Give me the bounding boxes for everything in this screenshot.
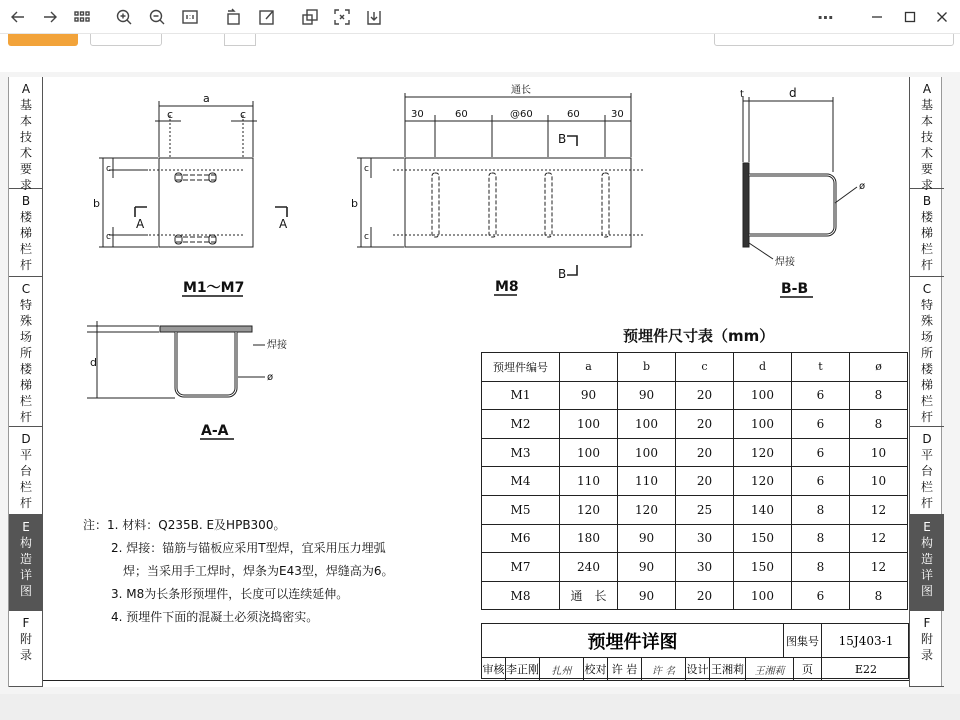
- chapter-tab-letter: E: [923, 520, 931, 534]
- chapter-tab-char: 求: [19, 178, 32, 192]
- strip-field-small[interactable]: [224, 34, 256, 46]
- chapter-tab-c[interactable]: [910, 277, 944, 427]
- table-row: [482, 410, 908, 439]
- dim-a-label: a: [203, 92, 210, 105]
- chapter-tab-char: 栏: [920, 480, 933, 494]
- chapter-tab-char: 梯: [920, 226, 933, 240]
- dim-tongchang-label: 通长: [511, 85, 531, 96]
- table-cell: 120: [734, 438, 792, 467]
- chapter-tab-char: 图: [19, 584, 32, 598]
- table-cell: 100: [618, 410, 676, 439]
- close-icon[interactable]: [927, 5, 957, 29]
- table-cell: 6: [792, 381, 850, 410]
- table-cell: 90: [618, 524, 676, 553]
- section-a-label: A: [136, 217, 145, 231]
- chapter-tab-char: 基: [19, 98, 32, 112]
- chapter-tab-char: 梯: [920, 378, 933, 392]
- design-label: 设计: [686, 658, 710, 680]
- auditor-signature: 扎州: [540, 658, 584, 680]
- table-cell: 8: [792, 553, 850, 582]
- table-cell: M5: [482, 495, 560, 524]
- table-cell: 110: [618, 467, 676, 496]
- chapter-tab-char: 技: [920, 130, 933, 144]
- note-line: 3. M8为长条形预埋件，长度可以连续延伸。: [111, 587, 349, 601]
- chapter-tab-char: 杆: [19, 258, 32, 272]
- m1m7-title: M1～M7: [183, 280, 245, 296]
- table-cell: 90: [560, 381, 618, 410]
- chapter-tab-char: 录: [19, 648, 32, 662]
- chapter-tab-char: 栏: [19, 242, 32, 256]
- table-cell: M7: [482, 553, 560, 582]
- chapter-tab-char: 杆: [920, 496, 933, 510]
- table-cell: 180: [560, 524, 618, 553]
- table-cell: M4: [482, 467, 560, 496]
- m1m7-plan-view: [99, 101, 287, 247]
- dim-d-label: d: [90, 356, 97, 369]
- chapter-tab-char: 台: [19, 464, 32, 478]
- table-cell: 8: [850, 381, 908, 410]
- chapter-tab-f[interactable]: [910, 611, 944, 687]
- zoom-out-icon[interactable]: [145, 5, 169, 29]
- table-cell: 8: [850, 410, 908, 439]
- chapter-tab-char: 构: [920, 536, 933, 550]
- chapter-tab-char: 场: [920, 330, 933, 344]
- chapter-tab-char: 殊: [19, 314, 32, 328]
- chapter-tab-char: 技: [19, 130, 32, 144]
- note-line: 4. 预埋件下面的混凝土必须浇捣密实。: [111, 610, 319, 624]
- edit-icon[interactable]: [255, 5, 279, 29]
- table-cell: 20: [676, 438, 734, 467]
- chapter-tab-char: 特: [920, 298, 933, 312]
- note-line: 焊；当采用手工焊时，焊条为E43型，焊缝高为6。: [123, 564, 394, 578]
- thumbnails-icon[interactable]: [70, 5, 94, 29]
- table-cell: 20: [676, 467, 734, 496]
- dim-d-label: d: [789, 86, 797, 100]
- minimize-icon[interactable]: [862, 5, 892, 29]
- chapter-tab-char: 殊: [920, 314, 933, 328]
- chapter-tab-e[interactable]: [910, 515, 944, 611]
- back-icon[interactable]: [6, 5, 30, 29]
- chapter-tab-char: 术: [920, 146, 933, 160]
- chapter-tab-char: 梯: [19, 378, 32, 392]
- chapter-tab-char: 详: [19, 568, 32, 582]
- table-cell: 100: [734, 410, 792, 439]
- chapter-tab-d[interactable]: [9, 427, 43, 515]
- table-cell: 20: [676, 410, 734, 439]
- dim-c-label: c: [240, 108, 247, 121]
- chapter-tab-char: 基: [920, 98, 933, 112]
- dimension-table: [481, 352, 908, 610]
- table-cell: 90: [618, 381, 676, 410]
- chapter-tab-char: 术: [19, 146, 32, 160]
- dimension-table-title: 预埋件尺寸表（mm）: [623, 327, 775, 345]
- chapter-tab-char: 栏: [920, 394, 933, 408]
- strip-search-field[interactable]: [714, 34, 954, 46]
- chapter-tab-char: 栏: [920, 242, 933, 256]
- table-cell: 8: [792, 524, 850, 553]
- chapter-tab-char: 杆: [19, 496, 32, 510]
- table-cell: 90: [618, 553, 676, 582]
- table-row: [482, 581, 908, 610]
- drawing-title: 预埋件详图: [482, 624, 784, 658]
- table-cell: 20: [676, 381, 734, 410]
- table-header-cell: a: [560, 353, 618, 382]
- chapter-tab-letter: B: [21, 194, 31, 208]
- table-cell: 10: [850, 438, 908, 467]
- chapter-tab-b[interactable]: [9, 189, 43, 277]
- table-cell: 100: [734, 581, 792, 610]
- table-cell: 120: [618, 495, 676, 524]
- checker-name: 许 岩: [608, 658, 642, 680]
- note-line: 注：1. 材料：Q235B. E及HPB300。: [83, 518, 286, 532]
- m8-title: M8: [495, 279, 519, 295]
- dim-b-label: b: [351, 197, 358, 210]
- signature-row: [482, 658, 910, 680]
- chapter-tab-char: 杆: [19, 410, 32, 424]
- table-cell: 20: [676, 581, 734, 610]
- table-header-cell: d: [734, 353, 792, 382]
- document-viewport: [0, 72, 960, 694]
- table-cell: 140: [734, 495, 792, 524]
- phi-label: ø: [859, 181, 866, 192]
- screenshot-icon[interactable]: [330, 5, 354, 29]
- table-row: [482, 381, 908, 410]
- table-cell: M2: [482, 410, 560, 439]
- chapter-tab-char: 场: [19, 330, 32, 344]
- table-cell: 240: [560, 553, 618, 582]
- maximize-icon[interactable]: [895, 5, 925, 29]
- chapter-tab-char: 本: [19, 114, 32, 128]
- m8-dim-label: 60: [455, 109, 468, 120]
- chapter-tab-letter: B: [922, 194, 932, 208]
- table-cell: 100: [560, 410, 618, 439]
- chapter-tab-char: 详: [920, 568, 933, 582]
- m8-dim-label: 30: [411, 109, 424, 120]
- zoom-in-icon[interactable]: [112, 5, 136, 29]
- table-cell: M3: [482, 438, 560, 467]
- audit-label: 审核: [482, 658, 506, 680]
- page-value: E22: [854, 662, 878, 676]
- chapter-tab-char: 图: [920, 584, 933, 598]
- table-cell: 12: [850, 553, 908, 582]
- chapter-tab-char: 梯: [19, 226, 32, 240]
- m8-dim-label: 30: [611, 109, 624, 120]
- chapter-tab-e[interactable]: [9, 515, 43, 611]
- table-cell: 6: [792, 467, 850, 496]
- table-cell: 100: [560, 438, 618, 467]
- table-header-cell: c: [676, 353, 734, 382]
- chapter-tab-letter: F: [22, 616, 30, 630]
- orange-button[interactable]: [8, 34, 78, 46]
- designer-name: 王湘莉: [710, 658, 746, 680]
- table-row: [482, 524, 908, 553]
- dim-c-label: c: [364, 164, 369, 174]
- page-label: 页: [794, 658, 822, 680]
- chapter-tab-char: 本: [920, 114, 933, 128]
- viewer-toolbar: [0, 0, 960, 34]
- chapter-tab-char: 台: [920, 464, 933, 478]
- bb-section-view: [743, 97, 857, 259]
- more-icon[interactable]: ⋯: [817, 7, 835, 27]
- right-chapter-tabs: [909, 77, 943, 687]
- table-row: [482, 438, 908, 467]
- section-b-label: B: [558, 267, 567, 281]
- dim-c-label: c: [364, 232, 369, 242]
- chapter-tab-letter: D: [21, 432, 31, 446]
- dim-c-label: c: [106, 232, 111, 242]
- table-cell: 150: [734, 553, 792, 582]
- dim-c-label: c: [167, 108, 174, 121]
- dim-c-label: c: [106, 164, 111, 174]
- table-cell: 通 长: [560, 581, 618, 610]
- chapter-tab-char: 楼: [19, 210, 32, 224]
- chapter-tab-char: 附: [920, 632, 933, 646]
- table-cell: 8: [792, 495, 850, 524]
- table-cell: 90: [618, 581, 676, 610]
- dim-t-label: t: [740, 89, 744, 100]
- crop-icon[interactable]: [298, 5, 322, 29]
- chapter-tab-b[interactable]: [910, 189, 944, 277]
- bb-title: B-B: [781, 281, 809, 297]
- dim-b-label: b: [93, 197, 100, 210]
- table-cell: 100: [618, 438, 676, 467]
- chapter-tab-letter: C: [922, 282, 932, 296]
- chapter-tab-char: 录: [920, 648, 933, 662]
- table-header-row: [482, 353, 908, 382]
- chapter-tab-letter: F: [923, 616, 931, 630]
- chapter-tab-c[interactable]: [9, 277, 43, 427]
- chapter-tab-f[interactable]: [9, 611, 43, 687]
- set-number-label: 图集号: [784, 624, 822, 658]
- chapter-tab-char: 楼: [920, 210, 933, 224]
- table-cell: 30: [676, 553, 734, 582]
- chapter-tab-char: 要: [19, 162, 32, 176]
- chapter-tab-a[interactable]: [910, 77, 944, 192]
- designer-signature: 王湘莉: [746, 658, 794, 680]
- m8-dim-label: 60: [567, 109, 580, 120]
- phi-label: ø: [267, 372, 274, 383]
- table-cell: M1: [482, 381, 560, 410]
- table-cell: 6: [792, 581, 850, 610]
- chapter-tab-letter: A: [922, 82, 932, 96]
- aa-section-view: [87, 321, 265, 398]
- chapter-tab-char: 特: [19, 298, 32, 312]
- table-cell: 120: [560, 495, 618, 524]
- chapter-tab-char: 造: [19, 552, 32, 566]
- table-cell: 8: [850, 581, 908, 610]
- table-header-cell: t: [792, 353, 850, 382]
- auditor-name: 李正刚: [506, 658, 540, 680]
- left-chapter-tabs: [9, 77, 43, 687]
- table-cell: 12: [850, 524, 908, 553]
- aa-title: A-A: [201, 423, 229, 439]
- download-icon[interactable]: [362, 5, 386, 29]
- table-cell: 30: [676, 524, 734, 553]
- table-header-cell: b: [618, 353, 676, 382]
- section-b-label: B: [558, 132, 567, 146]
- strip-field[interactable]: [90, 34, 162, 46]
- chapter-tab-char: 平: [920, 448, 933, 462]
- chapter-tab-char: 平: [19, 448, 32, 462]
- chapter-tab-char: 栏: [19, 394, 32, 408]
- chapter-tab-char: 构: [19, 536, 32, 550]
- check-label: 校对: [584, 658, 608, 680]
- table-cell: M8: [482, 581, 560, 610]
- chapter-tab-char: 楼: [920, 362, 933, 376]
- chapter-tab-char: 附: [19, 632, 32, 646]
- section-a-label: A: [279, 217, 288, 231]
- chapter-tab-letter: E: [22, 520, 30, 534]
- chapter-tab-letter: D: [922, 432, 932, 446]
- bottom-bar: [0, 694, 960, 720]
- weld-label: 焊接: [267, 340, 287, 351]
- table-cell: 12: [850, 495, 908, 524]
- table-row: [482, 553, 908, 582]
- chapter-tab-d[interactable]: [910, 427, 944, 515]
- table-cell: M6: [482, 524, 560, 553]
- chapter-tab-a[interactable]: [9, 77, 43, 192]
- chapter-tab-char: 求: [920, 178, 933, 192]
- title-block: [481, 623, 909, 679]
- table-cell: 25: [676, 495, 734, 524]
- table-header-cell: ø: [850, 353, 908, 382]
- table-cell: 150: [734, 524, 792, 553]
- notes-block: [83, 514, 394, 629]
- note-line: 2. 焊接：锚筋与锚板应采用T型焊，宜采用压力埋弧: [111, 541, 386, 555]
- set-number-value: 15J403-1: [822, 624, 910, 658]
- actual-size-icon[interactable]: [178, 5, 202, 29]
- chapter-tab-char: 要: [920, 162, 933, 176]
- forward-icon[interactable]: [38, 5, 62, 29]
- chapter-tab-char: 所: [19, 346, 32, 360]
- chapter-tab-char: 杆: [920, 258, 933, 272]
- table-cell: 10: [850, 467, 908, 496]
- checker-signature: 许 名: [642, 658, 686, 680]
- cropped-header-strip: [0, 34, 960, 72]
- chapter-tab-letter: A: [21, 82, 31, 96]
- weld-label: 焊接: [775, 257, 795, 268]
- chapter-tab-char: 造: [920, 552, 933, 566]
- table-row: [482, 495, 908, 524]
- table-cell: 6: [792, 438, 850, 467]
- m8-dim-label: @60: [510, 109, 533, 120]
- rotate-icon[interactable]: [222, 5, 246, 29]
- m8-plan-view: [357, 93, 643, 275]
- chapter-tab-char: 所: [920, 346, 933, 360]
- chapter-tab-letter: C: [21, 282, 31, 296]
- table-cell: 6: [792, 410, 850, 439]
- table-row: [482, 467, 908, 496]
- table-cell: 110: [560, 467, 618, 496]
- table-cell: 100: [734, 381, 792, 410]
- chapter-tab-char: 楼: [19, 362, 32, 376]
- chapter-tab-char: 栏: [19, 480, 32, 494]
- table-header-cell: 预埋件编号: [482, 353, 560, 382]
- chapter-tab-char: 杆: [920, 410, 933, 424]
- table-cell: 120: [734, 467, 792, 496]
- document-page: [8, 77, 942, 687]
